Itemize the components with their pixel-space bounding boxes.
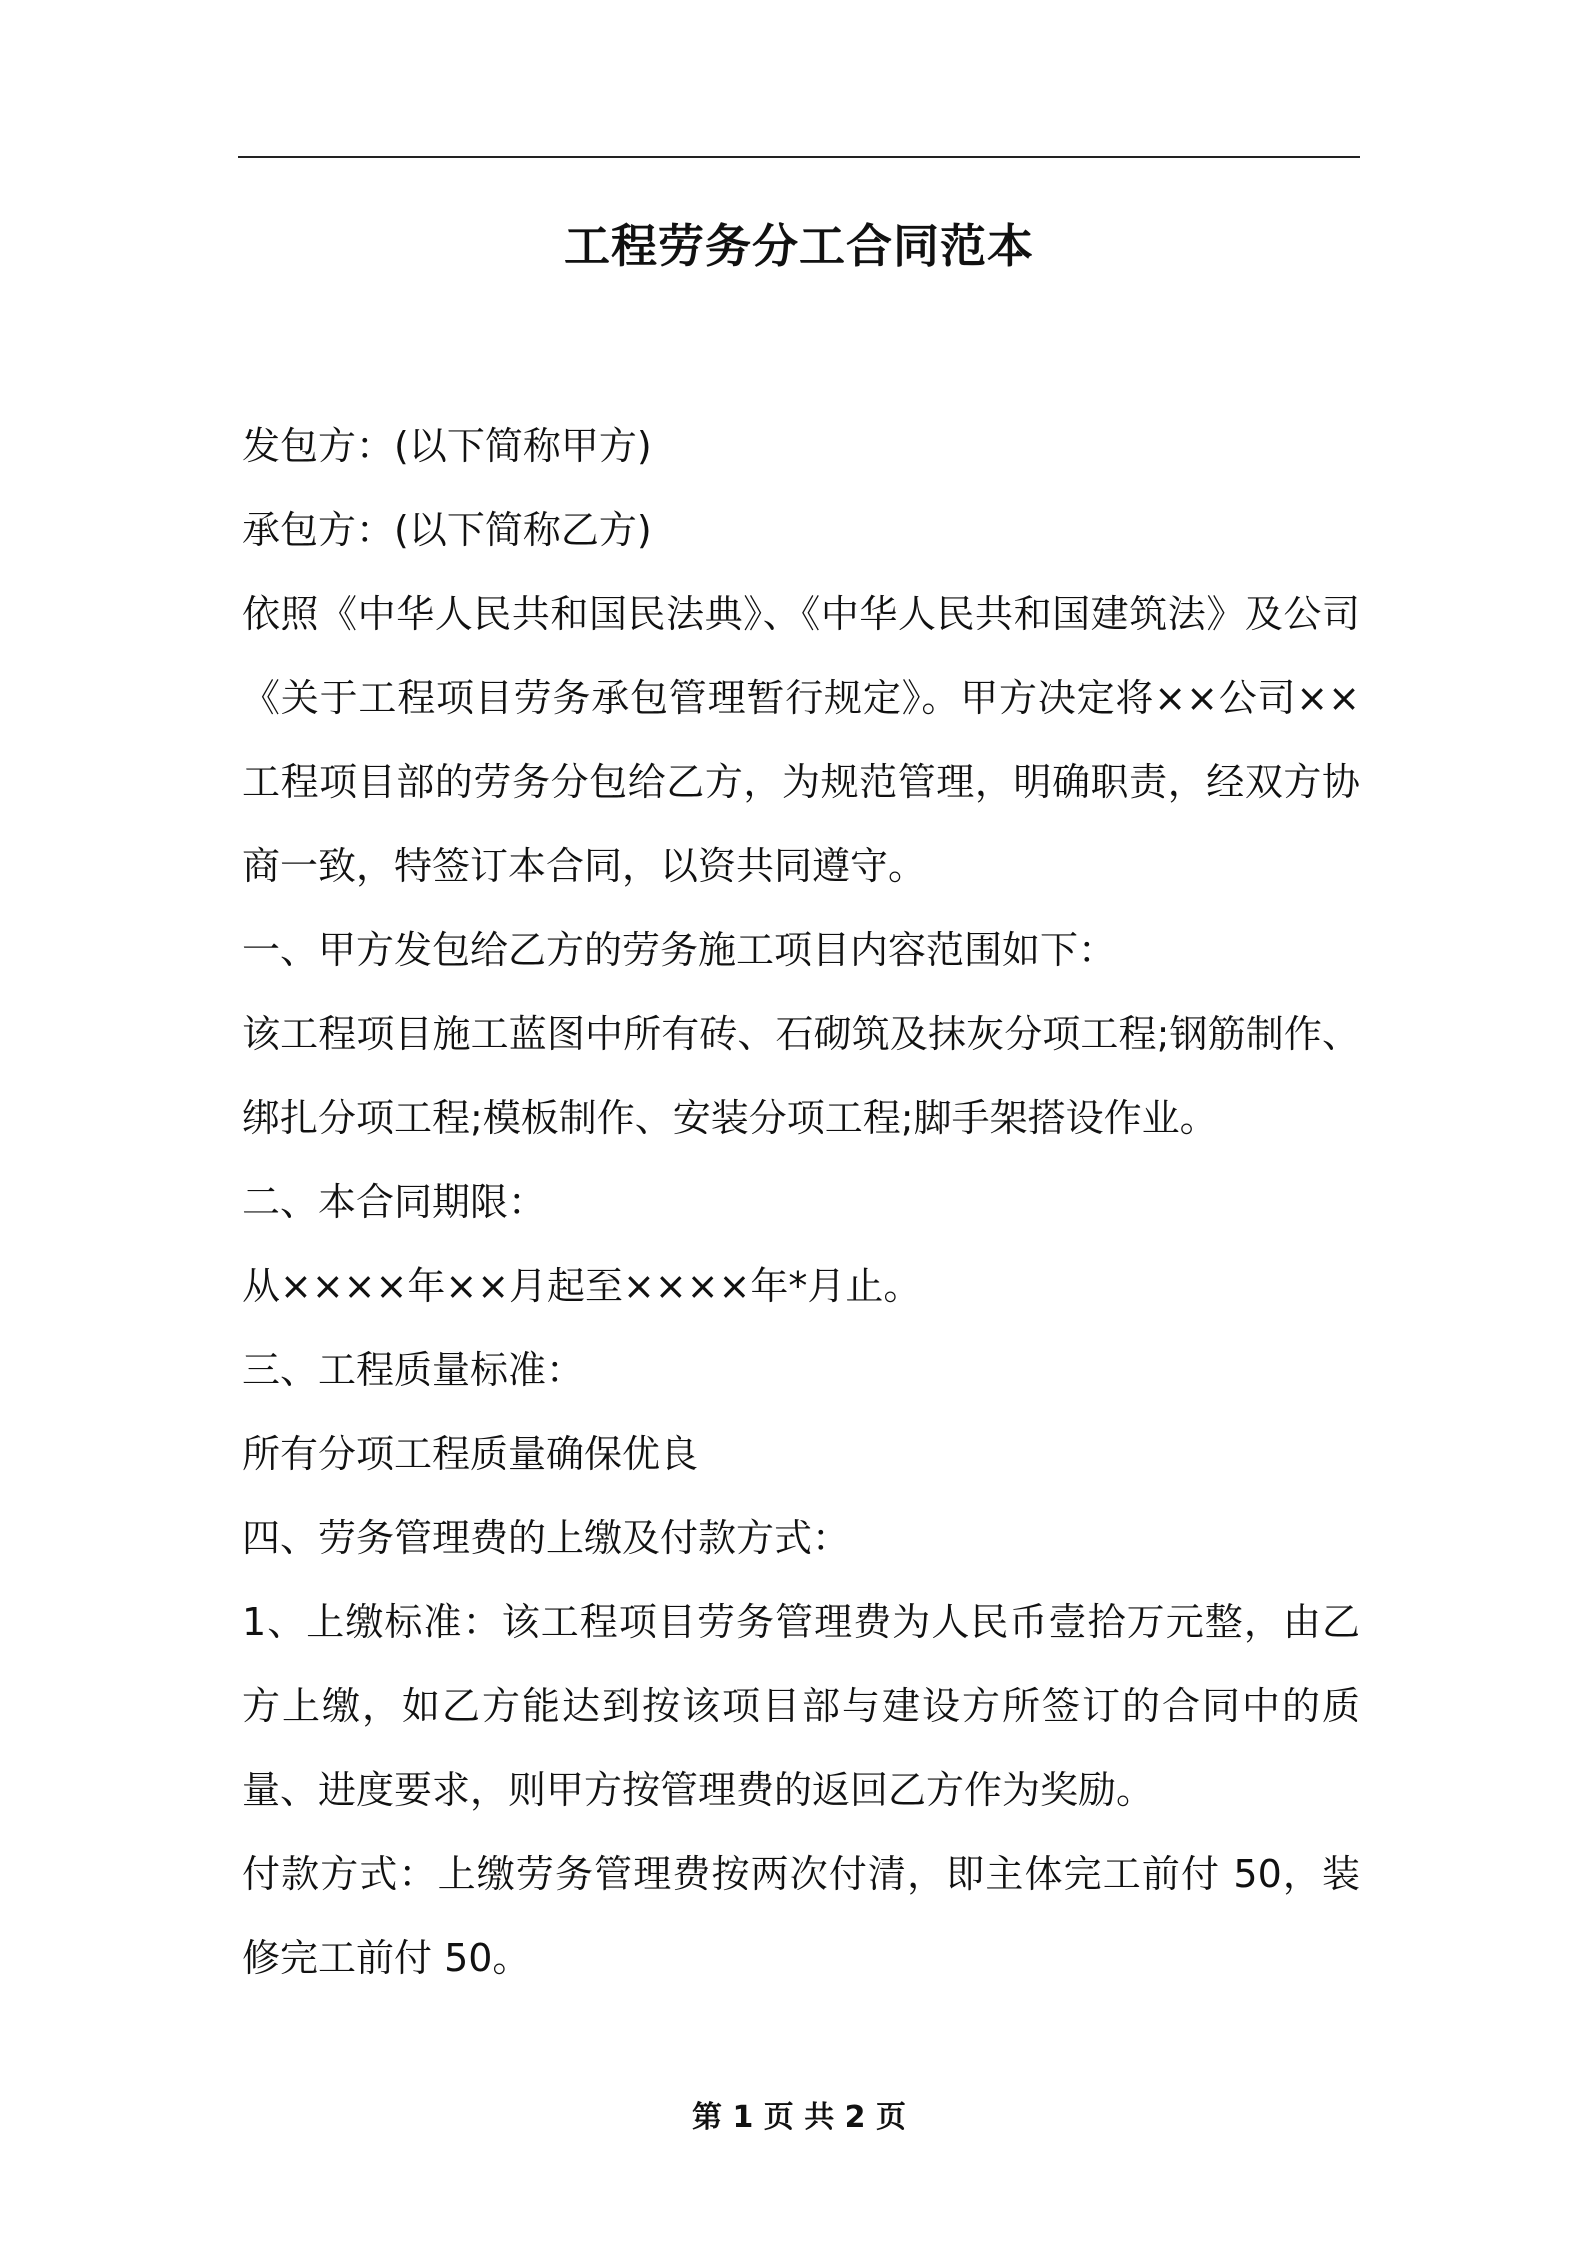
section-2-content: 从××××年××月起至××××年*月止。: [242, 1264, 922, 1308]
party-b-line: 承包方：(以下简称乙方): [242, 508, 652, 552]
section-1-heading: 一、甲方发包给乙方的劳务施工项目内容范围如下：: [242, 928, 1117, 972]
payment-method-paragraph: 付款方式：上缴劳务管理费按两次付清，即主体完工前付 50，装修完工前付 50。: [242, 1852, 1360, 1980]
page-number: 第 1 页 共 2 页: [692, 2100, 906, 2135]
section-1-content: 该工程项目施工蓝图中所有砖、石砌筑及抹灰分项工程;钢筋制作、绑扎分项工程;模板制作、安装分项工程;脚手架搭设作业。: [242, 1012, 1360, 1140]
section-2-heading: 二、本合同期限：: [242, 1180, 547, 1224]
header-rule: [238, 156, 1360, 158]
party-a-line: 发包方：(以下简称甲方): [242, 424, 652, 468]
document-title: 工程劳务分工合同范本: [564, 219, 1034, 273]
section-4-heading: 四、劳务管理费的上缴及付款方式：: [242, 1516, 851, 1560]
section-4-item-1: 1、上缴标准：该工程项目劳务管理费为人民币壹拾万元整，由乙方上缴，如乙方能达到按该项目部与建设方所签订的合同中的质量、进度要求，则甲方按管理费的返回乙方作为奖励。: [242, 1600, 1360, 1812]
section-3-heading: 三、工程质量标准：: [242, 1348, 585, 1392]
preamble-paragraph: 依照《中华人民共和国民法典》、《中华人民共和国建筑法》及公司《关于工程项目劳务承包管理暂行规定》。甲方决定将××公司××工程项目部的劳务分包给乙方，为规范管理，明确职责，经双方协商一致，特签订本合同，以资共同遵守。: [242, 592, 1360, 888]
section-3-content: 所有分项工程质量确保优良: [242, 1432, 699, 1476]
document-body: [242, 404, 1360, 2000]
